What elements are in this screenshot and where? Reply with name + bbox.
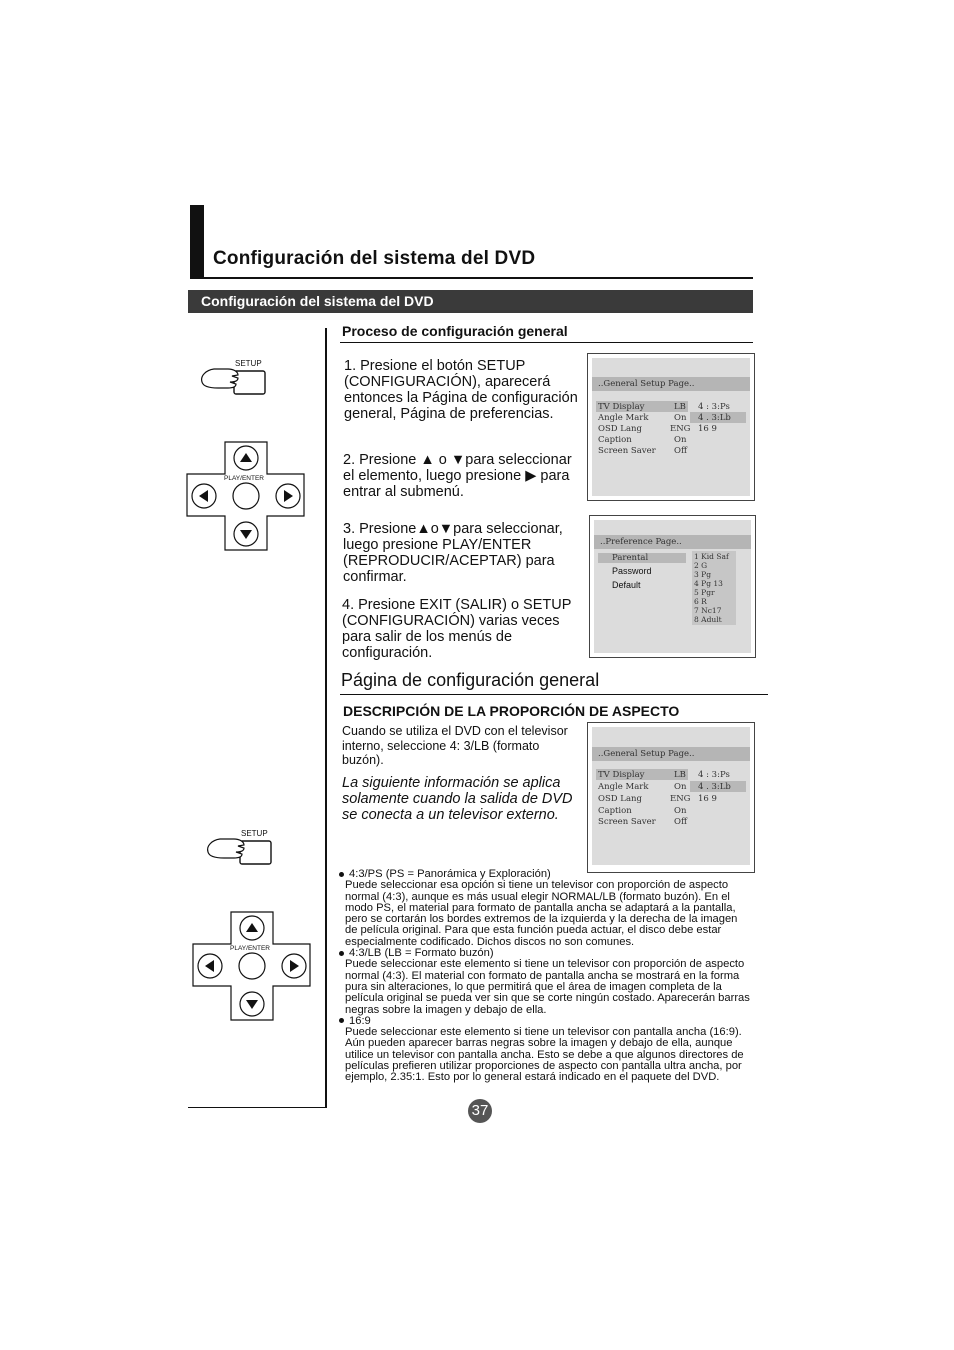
section-heading: Proceso de configuración general (342, 323, 568, 339)
screen-header: ..General Setup Page.. (592, 377, 750, 391)
title-accent-bar (190, 205, 204, 277)
note-text: La siguiente información se aplica solamente cuando la salida de DVD se conecta a un televisor externo. (342, 775, 573, 823)
section-rule (340, 342, 753, 343)
svg-text:SETUP: SETUP (241, 829, 268, 838)
right-triangle-icon: ▶ (525, 468, 537, 484)
up-triangle-icon: ▲ (420, 452, 435, 468)
step-4: 4. Presione EXIT (SALIR) o SETUP (CONFIGURACIÓN) varias veces para salir de los menús de configuración. (342, 597, 572, 661)
preference-screen: ..Preference Page.. Parental Password Default 1 Kid Saf 2 G 3 Pg 4 Pg 13 5 Pgr 6 R 7 Nc17 8 Adult (589, 515, 756, 658)
down-triangle-icon: ▼ (438, 521, 454, 537)
list-item: 4:3/PS (PS = Panorámica y Exploración) Puede seleccionar esa opción si tiene un televisor con proporción de aspecto normal (4:3), aunque es más usual elegir NORMAL/LB (formato buzón). En el modo PS, el material para formato de pantalla ancha se adaptará a la pantalla, pero se cortarán los bordes extremos de la izquierda y la derecha de la imagen de película original. Para que esta función pueda actuar, el disco debe estar especialmente codificado. Dichos discos no son comunes. (339, 869, 751, 948)
setup-button-illustration (198, 356, 273, 398)
screen-header: ..Preference Page.. (594, 535, 751, 549)
general-setup-screen-2: ..General Setup Page.. TV Display LB Angle Mark On OSD Lang ENG Caption On Screen Saver Off 4 : 3:Ps 4 . 3:Lb 16 9 (587, 722, 755, 873)
list-item: 16:9 Puede seleccionar este elemento si tiene un televisor con pantalla ancha (16:9). Aún pueden aparecer barras negras sobre la imagen y debajo de ella, aunque utilice un televisor con pantalla ancha. Esto se debe a que algunos directores de películas prefieren utilizar proporciones de aspecto con pantalla ultra ancha, por ejemplo, 2.35:1. Esto por lo general estará indicado en el paquete del DVD. (339, 1016, 751, 1084)
subsection-heading: Página de configuración general (341, 670, 600, 690)
step-2: 2. Presione ▲ o ▼para seleccionar el elemento, luego presione ▶ para entrar al submenú. (343, 452, 572, 500)
title-rule (190, 277, 753, 279)
subsection-rule (340, 694, 768, 695)
aspect-ratio-heading: DESCRIPCIÓN DE LA PROPORCIÓN DE ASPECTO (343, 703, 680, 719)
bullet-icon (339, 951, 344, 956)
svg-text:PLAY/ENTER: PLAY/ENTER (230, 945, 270, 952)
down-triangle-icon: ▼ (450, 452, 466, 468)
general-setup-screen: ..General Setup Page.. TV Display LB Angle Mark On OSD Lang ENG Caption On Screen Saver Off 4 : 3:Ps 4 . 3:Lb 16 9 (587, 353, 755, 501)
step-1: 1. Presione el botón SETUP (CONFIGURACIÓN), aparecerá entonces la Página de configuración general, Página de preferencias. (344, 358, 578, 422)
page-number: 37 (468, 1099, 492, 1123)
navigation-pad-illustration (185, 440, 307, 552)
step-3: 3. Presione▲o▼para seleccionar, luego presione PLAY/ENTER (REPRODUCIR/ACEPTAR) para confirmar. (343, 521, 563, 585)
section-banner: Configuración del sistema del DVD (188, 290, 753, 313)
intro-text: Cuando se utiliza el DVD con el televisor interno, seleccione 4: 3/LB (formato buzón). (342, 724, 568, 767)
up-triangle-icon: ▲ (416, 521, 431, 537)
column-divider (325, 328, 327, 1108)
setup-label: SETUP (235, 359, 262, 368)
navigation-pad-illustration-2 (191, 910, 313, 1022)
enter-button-icon (233, 483, 259, 509)
bullet-icon (339, 872, 344, 877)
list-item: 4:3/LB (LB = Formato buzón) Puede seleccionar este elemento si tiene un televisor con proporción de aspecto normal (4:3). El material con formato de pantalla ancha se mostrará en la forma pura sin alteraciones, lo que permitirá que el área de imagen completa de la película original se pueda ver sin que se corte ningún costado. Aparecerán barras negras sobre la imagen y debajo de ella. (339, 948, 751, 1016)
screen-header: ..General Setup Page.. (592, 747, 750, 761)
setup-button-illustration-2 (204, 826, 279, 868)
bullet-icon (339, 1018, 344, 1023)
enter-button-icon (239, 953, 265, 979)
page-title: Configuración del sistema del DVD (213, 248, 536, 269)
svg-text:PLAY/ENTER: PLAY/ENTER (224, 475, 264, 482)
bottom-rule (188, 1107, 326, 1108)
aspect-ratio-options (339, 869, 751, 1084)
